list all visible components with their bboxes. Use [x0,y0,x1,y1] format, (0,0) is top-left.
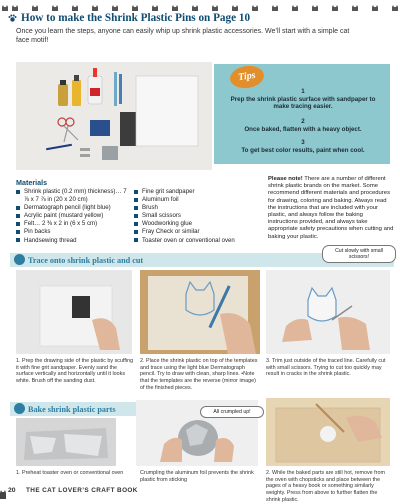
materials-list-2 [134,188,264,245]
safety-note [268,176,394,241]
step-caption: 1. Prep the drawing side of the plastic by scuffing it with fine grit sandpaper. Evenly sand the surface vertically and horizontally until it looks white. Brush off the sanding dust. [16,358,134,385]
material-item: Aluminum foil [134,196,264,204]
section-title: Bake shrink plastic parts [28,405,116,414]
step-caption: 3. Trim just outside of the traced line. Carefully cut with small scissors. Trying to cut too quickly may result in cracks in the shrink plastic. [266,358,386,378]
step-caption: 2. Place the shrink plastic on top of the templates and trace using the light blue Dermatograph pencil. Try to draw with clean, sharp lines. •Note that the templates are the reverse (mirror image) of the finished pieces. [140,358,258,391]
paw-icon [14,403,25,414]
material-item: Acrylic paint (mustard yellow) [16,212,126,220]
material-item: Toaster oven or conventional oven [134,237,264,245]
materials-photo [16,62,212,170]
foil-photo [16,418,116,466]
paw-icon [14,254,25,265]
cat-border [0,0,400,10]
material-item: Fray Check or similar [134,228,264,236]
material-item: Small scissors [134,212,264,220]
sanding-photo [16,270,132,354]
step-caption: 2. While the baked parts are still hot, remove from the oven with chopsticks and place between the pages of a heavy book or something similarly weighty. Press from above to further flatten the shrink plastic. [266,470,385,503]
tips-badge: Tips [229,64,266,91]
materials-heading: Materials [16,178,48,187]
tip-callout: Cut slowly with small scissors! [322,245,396,263]
tip-number: 3 [301,139,305,146]
flatten-photo [266,398,390,466]
section-heading [14,254,143,265]
tip-number: 1 [301,88,305,95]
page-number: 20 [8,487,16,494]
tip-item [222,88,384,111]
step-caption: Crumpling the aluminum foil prevents the shrink plastic from sticking [140,470,254,483]
material-item: Fine grit sandpaper [134,188,264,196]
material-item: Shrink plastic (0.2 mm) thickness)… 7 ⅞ x 7 ⅞ in (20 x 20 cm) [16,188,132,204]
material-item: Pin backs [16,228,126,236]
cutting-photo [266,270,390,354]
page-title-text: How to make the Shrink Plastic Pins on Page 10 [21,12,251,24]
tip-text: To get best color results, paint when cool. [241,146,365,154]
tip-item [222,139,384,154]
material-item: Woodworking glue [134,220,264,228]
note-lead: Please note! [268,176,303,182]
step-caption: 1. Preheat toaster oven or conventional oven [16,470,124,476]
cat-icon [0,486,6,496]
tip-number: 2 [301,118,305,125]
tracing-photo [140,270,260,354]
page-title [8,12,398,24]
tip-item [222,118,384,133]
paw-icon [8,13,17,21]
tip-text: Once baked, flatten with a heavy object. [244,125,362,133]
book-title: THE CAT LOVER’S CRAFT BOOK [26,487,138,494]
material-item: Brush [134,204,264,212]
tip-text: Prep the shrink plastic surface with sandpaper to make tracing easier. [230,95,376,110]
materials-list-1 [16,188,126,245]
material-item: Dermatograph pencil (light blue) [16,204,126,212]
material-item: Handsewing thread [16,237,126,245]
note-text: There are a number of different shrink plastic brands on the market. Some recommend different materials and procedures for drawing, coloring and baking. Always read the instructions that are included with your plastic, and always follow the baking instructions provided, and always take appropriate safety precautions when cutting and baking your plastic. [268,176,394,240]
section-title: Trace onto shrink plastic and cut [28,256,144,265]
tip-callout: All crumpled up! [200,406,264,418]
intro-text: Once you learn the steps, anyone can easily whip up shrink plastic accessories. We’ll start with a simple cat face motif! [16,28,350,44]
material-item: Felt… 2 ⅜ x 2 in (6 x 5 cm) [16,220,126,228]
section-heading [14,403,116,414]
